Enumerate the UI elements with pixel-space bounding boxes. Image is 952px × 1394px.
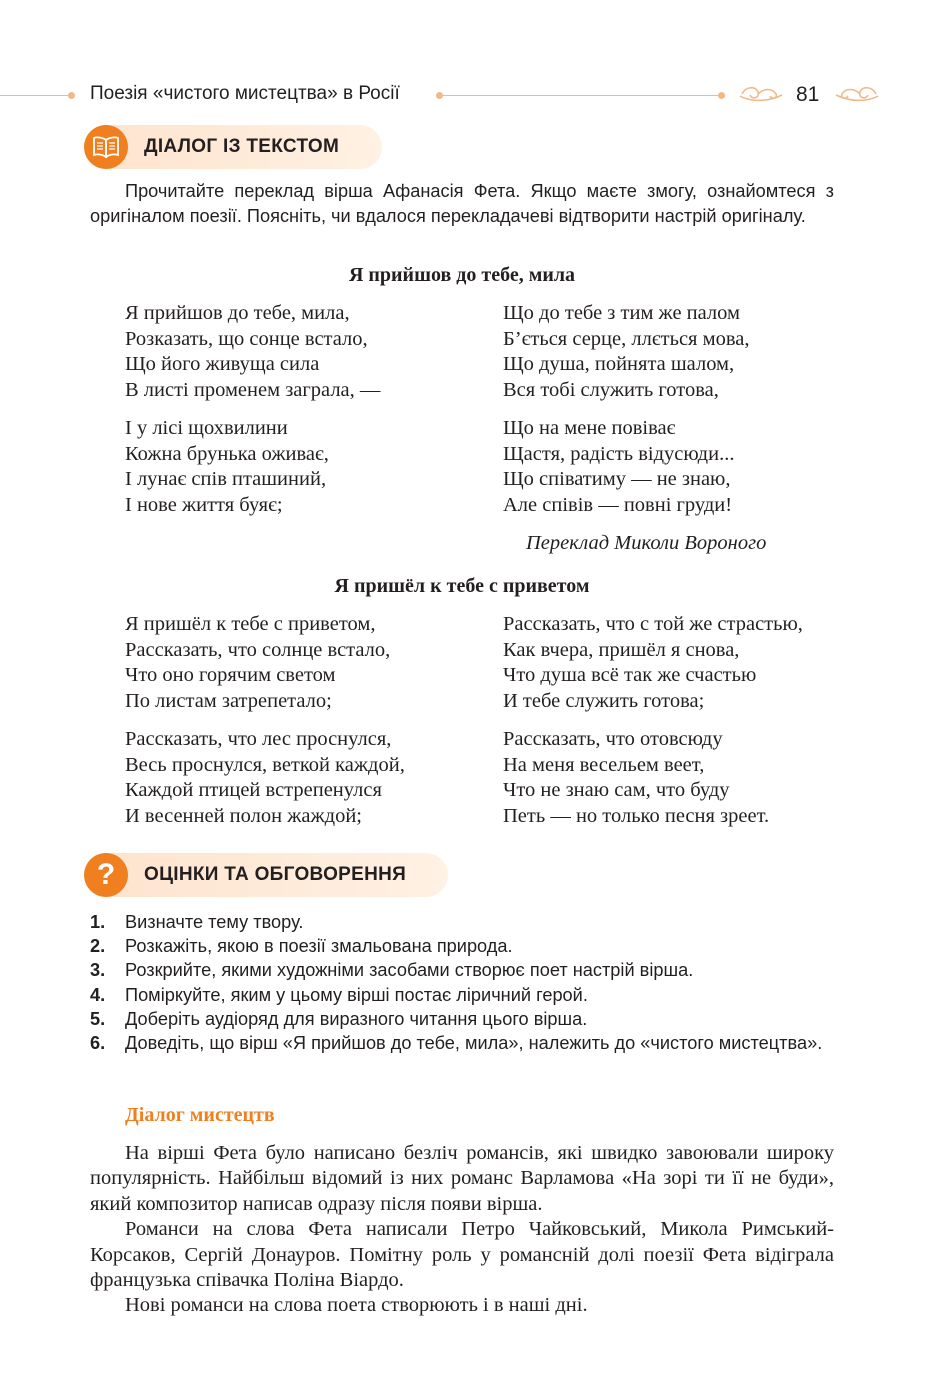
stanza-ru-3 bbox=[125, 727, 405, 830]
question-number: 6. bbox=[90, 1033, 106, 1054]
question-text: Визначте тему твору. bbox=[125, 912, 304, 932]
question-number: 3. bbox=[90, 960, 106, 981]
swirl-ornament-icon bbox=[834, 82, 880, 106]
question-item bbox=[90, 1031, 834, 1055]
header-dot-right bbox=[718, 92, 725, 99]
question-text: Розкрийте, якими художніми засобами створює поет настрій вірша. bbox=[125, 960, 694, 981]
poem-line: На меня весельем веет, bbox=[503, 753, 705, 776]
question-item bbox=[90, 1007, 834, 1031]
question-number: 4. bbox=[90, 984, 106, 1005]
poem-line: Б’ється серце, ллється мова, bbox=[503, 327, 750, 350]
section-banner-questions bbox=[84, 853, 448, 897]
poem-line: Как вчера, пришёл я снова, bbox=[503, 638, 740, 661]
question-text: Доведіть, що вірш «Я прийшов до тебе, мила», належить до «чистого мистецтва». bbox=[125, 1033, 823, 1054]
question-text: Доберіть аудіоряд для виразного читання цього вірша. bbox=[125, 1008, 588, 1029]
question-item bbox=[90, 934, 834, 958]
section-title: ДІАЛОГ ІЗ ТЕКСТОМ bbox=[144, 136, 340, 157]
poem-line: Кожна брунька оживає, bbox=[125, 442, 329, 465]
question-item bbox=[90, 958, 834, 982]
poem-line: Що його живуща сила bbox=[125, 353, 320, 376]
art-paragraph: Нові романси на слова поета створюють і в наші дні. bbox=[125, 1294, 588, 1317]
poem-line: Розказать, що сонце встало, bbox=[125, 327, 368, 350]
poem-line: Что оно горячим светом bbox=[125, 664, 336, 687]
poem-line: Рассказать, что отовсюду bbox=[503, 728, 723, 750]
task-instruction: Прочитайте переклад вірша Афанасія Фета. Якщо маєте змогу, ознайомтеся з оригіналом поезії. Поясніть, чи вдалося перекладачеві відтворити настрій оригіналу. bbox=[90, 181, 834, 226]
art-dialog-body bbox=[90, 1141, 834, 1319]
poem-line: Але співів — повні груди! bbox=[503, 494, 733, 517]
question-item bbox=[90, 983, 834, 1007]
poem-line: Рассказать, что лес проснулся, bbox=[125, 728, 392, 750]
poem-line: Я прийшов до тебе, мила, bbox=[125, 302, 350, 324]
open-book-icon bbox=[92, 136, 120, 158]
poem-line: І у лісі щохвилини bbox=[125, 417, 288, 439]
poem-line: Что душа всё так же счастью bbox=[503, 664, 757, 687]
stanza-ua-3 bbox=[125, 416, 329, 519]
header-rule-middle bbox=[440, 95, 720, 96]
poem-line: Я пришёл к тебе с приветом, bbox=[125, 613, 376, 635]
header-rule-left bbox=[0, 95, 74, 96]
poem-line: Весь проснулся, веткой каждой, bbox=[125, 753, 405, 776]
poem-line: Що до тебе з тим же палом bbox=[503, 302, 740, 324]
poem-line: Що співатиму — не знаю, bbox=[503, 468, 731, 491]
question-number: 2. bbox=[90, 936, 106, 957]
poem-line: І нове життя буяє; bbox=[125, 494, 283, 517]
poem-line: Вся тобі служить готова, bbox=[503, 379, 719, 402]
page-number: 81 bbox=[796, 83, 820, 106]
question-text: Поміркуйте, яким у цьому вірші постає ліричний герой. bbox=[125, 984, 588, 1005]
art-paragraph: Романси на слова Фета написали Петро Чайковський, Микола Римський-Корсаков, Сергій Донауров. Помітну роль у романсній долі поезії Фета відіграла французька співачка Поліна Віардо. bbox=[90, 1218, 834, 1292]
stanza-ua-1 bbox=[125, 301, 380, 404]
stanza-ua-2 bbox=[503, 301, 749, 404]
stanza-ru-4 bbox=[503, 727, 769, 830]
section-banner-dialog bbox=[84, 125, 382, 169]
question-number: 1. bbox=[90, 912, 106, 932]
header-dot-left bbox=[68, 92, 75, 99]
question-list bbox=[90, 910, 834, 1055]
poem-line: Що душа, пойнята шалом, bbox=[503, 353, 735, 376]
stanza-ua-4 bbox=[503, 416, 734, 519]
question-text: Розкажіть, якою в поезії змальована природа. bbox=[125, 936, 513, 957]
section-icon-circle bbox=[84, 853, 128, 897]
question-item bbox=[90, 910, 834, 934]
question-number: 5. bbox=[90, 1008, 106, 1029]
poem-line: В листі променем заграла, — bbox=[125, 379, 381, 402]
poem-line: И тебе служить готова; bbox=[503, 690, 705, 713]
poem-line: И весенней полон жаждой; bbox=[125, 805, 362, 828]
poem-line: Щастя, радість відусюди... bbox=[503, 442, 735, 465]
poem-title-ru: Я пришёл к тебе с приветом bbox=[334, 575, 590, 597]
stanza-ru-2 bbox=[503, 612, 803, 715]
poem-line: Что не знаю сам, что буду bbox=[503, 779, 730, 802]
question-mark-icon: ? bbox=[96, 858, 116, 891]
poem-line: І лунає спів пташиний, bbox=[125, 468, 327, 491]
poem-line: Петь — но только песня зреет. bbox=[503, 805, 770, 828]
stanza-ru-1 bbox=[125, 612, 390, 715]
poem-line: Що на мене повіває bbox=[503, 417, 676, 439]
section-title: ОЦІНКИ ТА ОБГОВОРЕННЯ bbox=[144, 864, 407, 885]
poem-line: По листам затрепетало; bbox=[125, 690, 332, 713]
art-paragraph: На вірші Фета було написано безліч романсів, які швидко завоювали широку популярність. Найбільш відомий із них романс Варламова «На зорі ти її не буди», який композитор написав одразу після появи вірша. bbox=[90, 1142, 834, 1215]
poem-title-ua: Я прийшов до тебе, мила bbox=[348, 264, 576, 286]
translator-credit: Переклад Миколи Вороного bbox=[526, 532, 767, 554]
swirl-ornament-icon bbox=[738, 82, 784, 106]
section-icon-circle bbox=[84, 125, 128, 169]
poem-line: Каждой птицей встрепенулся bbox=[125, 779, 382, 802]
poem-line: Рассказать, что солнце встало, bbox=[125, 638, 391, 661]
running-header-title: Поезія «чистого мистецтва» в Росії bbox=[90, 83, 400, 104]
art-dialog-heading: Діалог мистецтв bbox=[125, 1104, 275, 1126]
poem-line: Рассказать, что с той же страстью, bbox=[503, 613, 803, 635]
